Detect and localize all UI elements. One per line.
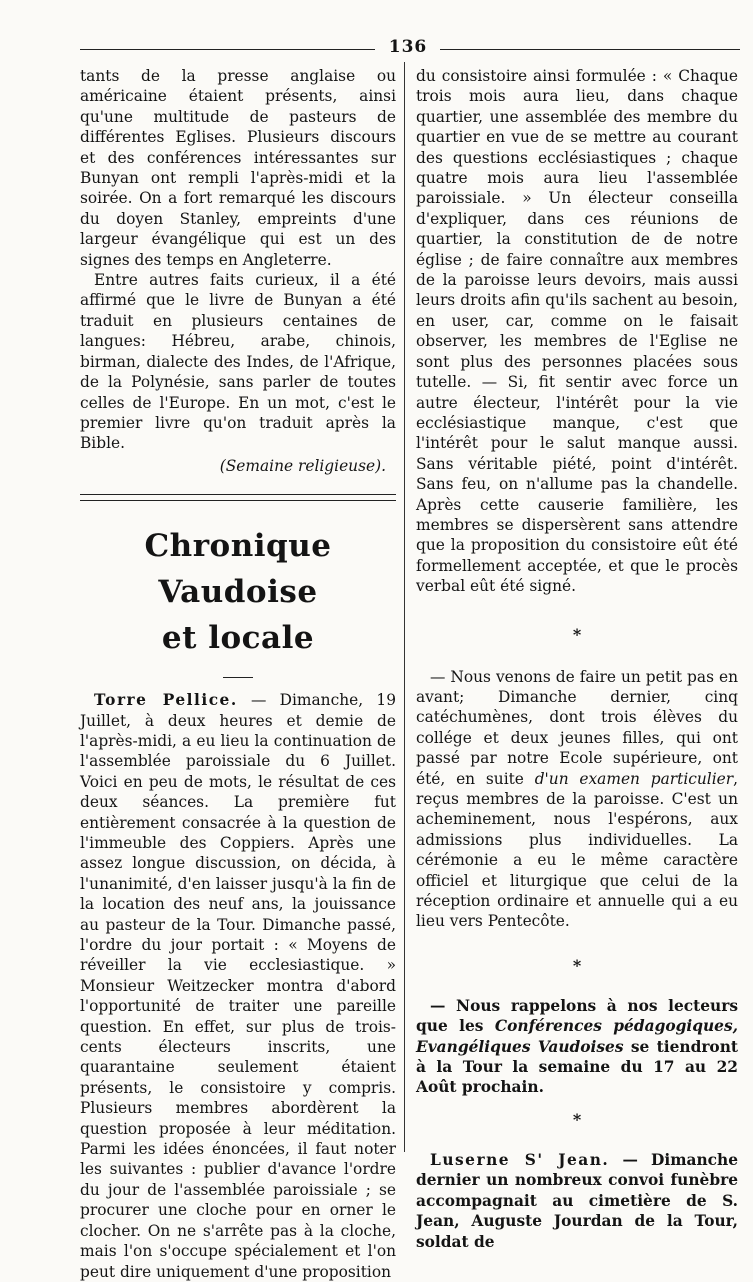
conferences-text-italic: Conférences pédagogiques, Evangéliques Vaudoises [416, 1017, 738, 1056]
section-title [80, 523, 396, 661]
luserne-heading: Luserne S' Jean. [430, 1150, 610, 1169]
page-number: 136 [388, 37, 428, 57]
bunyan-paragraph-2: Entre autres faits curieux, il a été affirmé que le livre de Bunyan a été traduit en plusieurs centaines de langues: Hébreu, arabe, chinois, birman, dialecte des Indes, de l'Afrique, de la Polynésie, sans parler de toutes celles de l'Europe. En un mot, c'est le premier livre qu'on traduit après la Bible. [80, 271, 396, 453]
conferences-text-b: se tiendront à la Tour la semaine du 17 au 22 Août prochain. [416, 1037, 738, 1097]
torre-pellice-heading: Torre Pellice. [94, 691, 238, 710]
star-separator-1: * [572, 624, 582, 644]
conferences-paragraph [416, 996, 738, 1098]
right-column [416, 66, 738, 1252]
section-title-line-1: Chronique Vaudoise [144, 528, 332, 611]
catechumens-paragraph [416, 667, 738, 932]
header-rule-right [440, 49, 740, 50]
bunyan-paragraph-1: tants de la presse anglaise ou américaine étaient présents, ainsi qu'une multitude de pasteurs de différentes Eglises. Plusieurs discours et des conférences intéressantes sur Bunyan ont rempli l'après-midi et la soirée. On a fort remarqué les discours du doyen Stanley, empreints d'une largeur évangélique qui est un des signes des temps en Angleterre. [80, 67, 396, 269]
star-separator-3: * [572, 1109, 582, 1129]
column-divider [404, 62, 405, 1152]
section-title-line-2: et locale [161, 620, 315, 657]
torre-pellice-text: — Dimanche, 19 Juillet, à deux heures et demie de l'après-midi, a eu lieu la continuation de l'assemblée paroissiale du 6 Juillet. Voici en peu de mots, le résultat de ces deux séances. La première fut entièrement consacrée à la question de l'immeuble des Coppiers. Après une assez longue discussion, on décida, à l'unanimité, d'en laisser jusqu'à la fin de la location des neuf ans, la jouissance au pasteur de la Tour. Dimanche passé, l'ordre du jour portait : « Moyens de réveiller la vie ecclesiastique. » Monsieur Weitzecker montra d'abord l'opportunité de traiter une pareille question. En effet, sur plus de trois-cents électeurs inscrits, une quarantaine seulement étaient présents, le consistoire y compris. Plusieurs membres abordèrent la question proposée à leur méditation. Parmi les idées énoncées, il faut noter les suivantes : publier d'avance l'ordre du jour de l'assemblée paroissiale ; se procurer une cloche pour en orner le clocher. On ne s'arrête pas à la cloche, mais l'on s'occupe spécialement et l'on peut dire uniquement d'une proposition [80, 691, 396, 1281]
section-double-rule [80, 494, 396, 501]
left-column [80, 66, 396, 1282]
conferences-text-a: — Nous rappelons à nos lecteurs que les [416, 996, 738, 1036]
title-dash-separator [223, 677, 253, 678]
torre-pellice-article [80, 690, 396, 1282]
catechumens-text-b: , reçus membres de la paroisse. C'est un acheminement, nous l'espérons, aux admissions plus individuelles. La cérémonie a eu le même caractère officiel et liturgique que celui de la réception ordinaire et annuelle qui a eu lieu vers Pentecôte. [416, 769, 738, 931]
consistoire-paragraph: du consistoire ainsi formulée : « Chaque trois mois aura lieu, dans chaque quartier, une assemblée des membre du quartier en vue de se mettre au courant des questions ecclésiastiques ; chaque quatre mois aura lieu l'assemblée paroissiale. » Un électeur conseilla d'expliquer, dans ces réunions de quartier, la constitution de de notre église ; de faire connaître aux membres de la paroisse leurs devoirs, mais aussi leurs droits afin qu'ils sachent au besoin, en user, car, comme on le faisait observer, les membres de l'Eglise ne sont plus des personnes placées sous tutelle. — Si, fit sentir avec force un autre électeur, l'intérêt pour la vie ecclésiastique manque, c'est que l'intérêt pour le salut manque aussi. Sans véritable piété, point d'intérêt. Sans feu, on n'allume pas la chandelle. Après cette causerie familière, les membres se dispersèrent sans attendre que la proposition du consistoire eût été formellement acceptée, et que le procès verbal eût été signé. [416, 67, 738, 596]
luserne-article [416, 1150, 738, 1252]
page-header [80, 38, 740, 60]
luserne-text: — Dimanche dernier un nombreux convoi funèbre accompagnait au cimetière de S. Jean, Auguste Jourdan de la Tour, soldat de [416, 1150, 738, 1251]
catechumens-text-a: — Nous venons de faire un petit pas en avant; Dimanche dernier, cinq catéchumènes, dont trois élèves du collége et deux jeunes filles, qui ont passé par notre Ecole supérieure, ont été, en suite [416, 667, 738, 788]
star-separator-2: * [572, 955, 582, 975]
header-rule-left [80, 49, 375, 50]
source-signature: (Semaine religieuse). [219, 456, 386, 475]
catechumens-text-italic: d'un examen particulier [534, 769, 734, 788]
